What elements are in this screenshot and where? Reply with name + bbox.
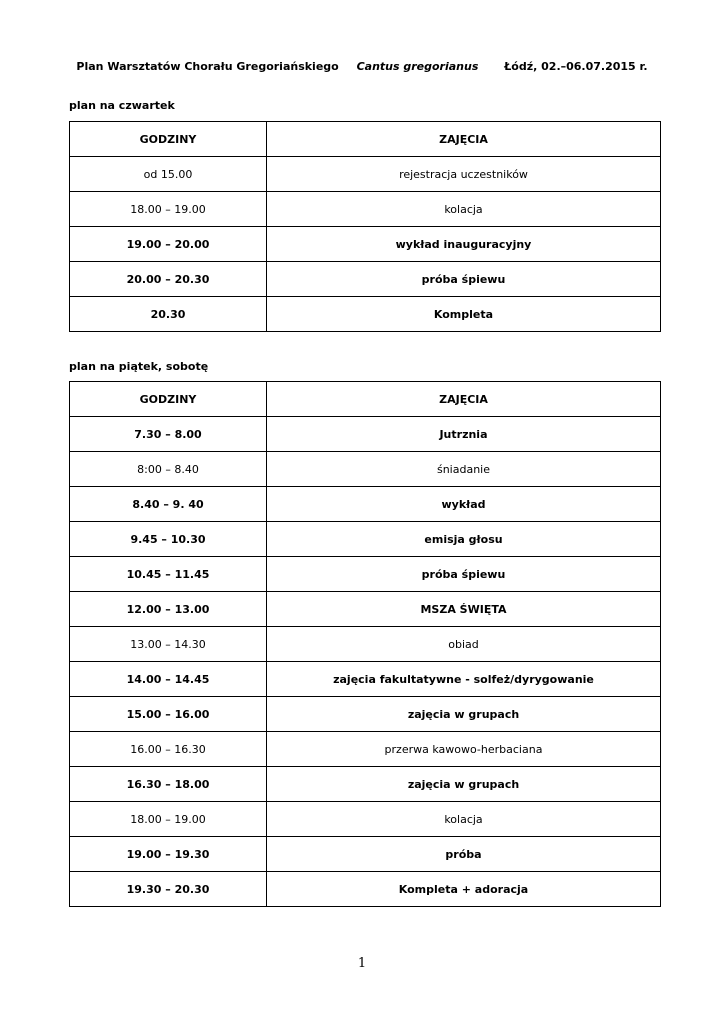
time-cell: 14.00 – 14.45 xyxy=(70,662,267,697)
document-header xyxy=(0,60,724,73)
thursday-section-title: plan na czwartek xyxy=(69,99,175,112)
table-row xyxy=(70,662,661,697)
time-cell: 19.00 – 19.30 xyxy=(70,837,267,872)
table-row xyxy=(70,192,661,227)
activity-cell: zajęcia w grupach xyxy=(267,697,661,732)
column-header-activity: ZAJĘCIA xyxy=(267,382,661,417)
time-cell: 12.00 – 13.00 xyxy=(70,592,267,627)
table-row xyxy=(70,802,661,837)
time-cell: 10.45 – 11.45 xyxy=(70,557,267,592)
column-header-hours: GODZINY xyxy=(70,122,267,157)
table-row xyxy=(70,697,661,732)
table-row xyxy=(70,627,661,662)
time-cell: 7.30 – 8.00 xyxy=(70,417,267,452)
table-row xyxy=(70,732,661,767)
activity-cell: MSZA ŚWIĘTA xyxy=(267,592,661,627)
time-cell: 19.30 – 20.30 xyxy=(70,872,267,907)
time-cell: 13.00 – 14.30 xyxy=(70,627,267,662)
table-row xyxy=(70,872,661,907)
activity-cell: próba śpiewu xyxy=(267,262,661,297)
table-header-row xyxy=(70,382,661,417)
table-row xyxy=(70,522,661,557)
activity-cell: rejestracja uczestników xyxy=(267,157,661,192)
document-subtitle: Cantus gregorianus xyxy=(356,60,479,73)
table-row xyxy=(70,227,661,262)
table-row xyxy=(70,297,661,332)
activity-cell: próba śpiewu xyxy=(267,557,661,592)
table-header-row xyxy=(70,122,661,157)
activity-cell: kolacja xyxy=(267,192,661,227)
thursday-schedule-table xyxy=(69,121,661,332)
activity-cell: obiad xyxy=(267,627,661,662)
time-cell: 20.30 xyxy=(70,297,267,332)
activity-cell: kolacja xyxy=(267,802,661,837)
activity-cell: emisja głosu xyxy=(267,522,661,557)
table-row xyxy=(70,767,661,802)
time-cell: 19.00 – 20.00 xyxy=(70,227,267,262)
activity-cell: przerwa kawowo-herbaciana xyxy=(267,732,661,767)
table-row xyxy=(70,452,661,487)
place-date: Łódź, 02.–06.07.2015 r. xyxy=(504,60,648,73)
table-row xyxy=(70,557,661,592)
activity-cell: wykład inauguracyjny xyxy=(267,227,661,262)
activity-cell: śniadanie xyxy=(267,452,661,487)
time-cell: 8.40 – 9. 40 xyxy=(70,487,267,522)
time-cell: 18.00 – 19.00 xyxy=(70,802,267,837)
document-title: Plan Warsztatów Chorału Gregoriańskiego xyxy=(76,60,339,73)
time-cell: 16.30 – 18.00 xyxy=(70,767,267,802)
time-cell: 20.00 – 20.30 xyxy=(70,262,267,297)
table-row xyxy=(70,592,661,627)
time-cell: 15.00 – 16.00 xyxy=(70,697,267,732)
table-row xyxy=(70,837,661,872)
table-row xyxy=(70,262,661,297)
activity-cell: zajęcia fakultatywne - solfeż/dyrygowanie xyxy=(267,662,661,697)
time-cell: 8:00 – 8.40 xyxy=(70,452,267,487)
activity-cell: próba xyxy=(267,837,661,872)
activity-cell: Kompleta + adoracja xyxy=(267,872,661,907)
time-cell: 16.00 – 16.30 xyxy=(70,732,267,767)
activity-cell: zajęcia w grupach xyxy=(267,767,661,802)
activity-cell: Kompleta xyxy=(267,297,661,332)
table-row xyxy=(70,417,661,452)
activity-cell: Jutrznia xyxy=(267,417,661,452)
page-number: 1 xyxy=(357,956,367,971)
activity-cell: wykład xyxy=(267,487,661,522)
friday-saturday-schedule-table xyxy=(69,381,661,907)
time-cell: 18.00 – 19.00 xyxy=(70,192,267,227)
friday-saturday-section-title: plan na piątek, sobotę xyxy=(69,360,209,373)
time-cell: 9.45 – 10.30 xyxy=(70,522,267,557)
column-header-activity: ZAJĘCIA xyxy=(267,122,661,157)
time-cell: od 15.00 xyxy=(70,157,267,192)
table-row xyxy=(70,487,661,522)
table-row xyxy=(70,157,661,192)
column-header-hours: GODZINY xyxy=(70,382,267,417)
